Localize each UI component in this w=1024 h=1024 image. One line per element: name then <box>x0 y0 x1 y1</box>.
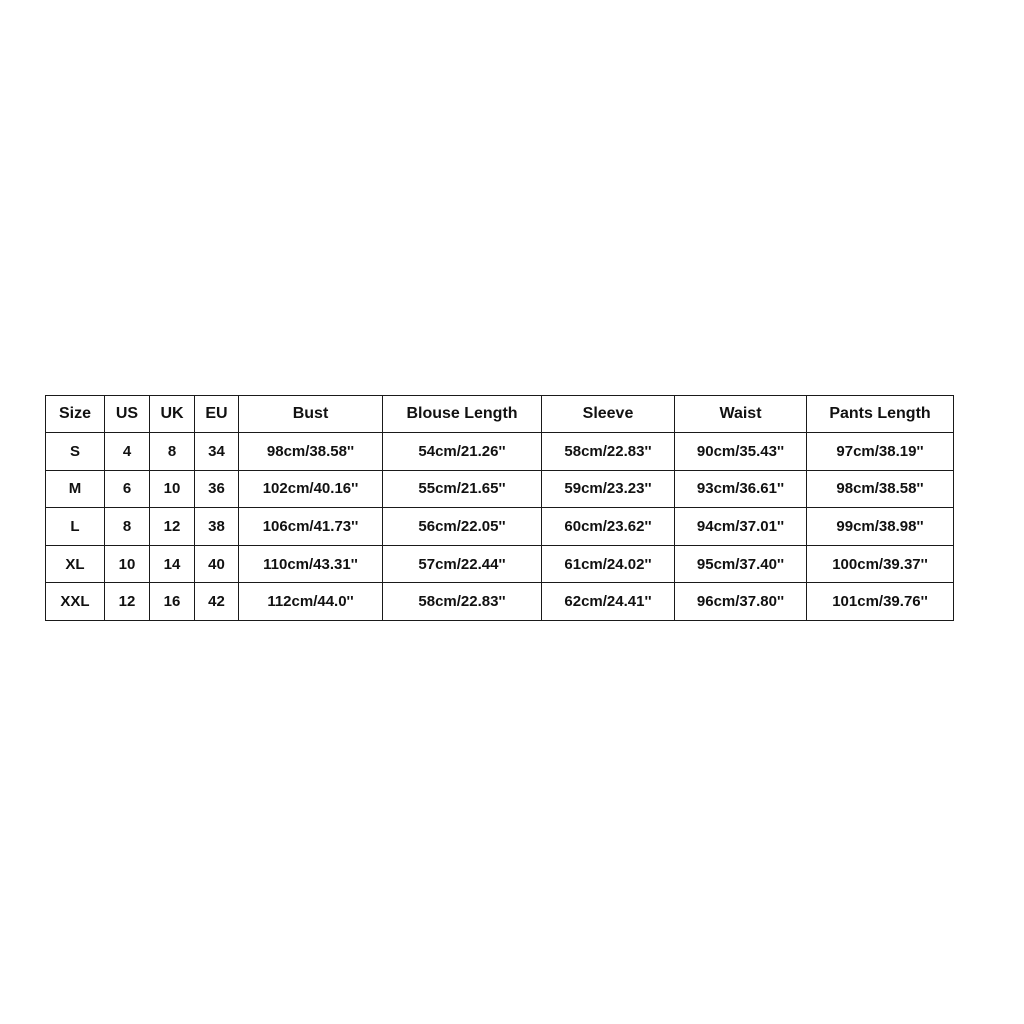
table-cell: 94cm/37.01'' <box>675 508 807 546</box>
table-cell: 40 <box>195 545 239 583</box>
table-row <box>46 508 954 546</box>
table-cell: 10 <box>105 545 150 583</box>
table-cell: 99cm/38.98'' <box>807 508 954 546</box>
table-cell: 93cm/36.61'' <box>675 470 807 508</box>
table-cell: 96cm/37.80'' <box>675 583 807 621</box>
table-cell: 62cm/24.41'' <box>542 583 675 621</box>
table-row <box>46 545 954 583</box>
table-row <box>46 470 954 508</box>
table-cell: 8 <box>150 433 195 471</box>
table-cell: 98cm/38.58'' <box>239 433 383 471</box>
table-cell: 106cm/41.73'' <box>239 508 383 546</box>
table-cell: 14 <box>150 545 195 583</box>
header-pants-length: Pants Length <box>807 396 954 433</box>
table-cell: 12 <box>150 508 195 546</box>
table-cell: 110cm/43.31'' <box>239 545 383 583</box>
table-cell: 38 <box>195 508 239 546</box>
table-cell: 12 <box>105 583 150 621</box>
table-cell: L <box>46 508 105 546</box>
table-cell: XXL <box>46 583 105 621</box>
table-cell: 97cm/38.19'' <box>807 433 954 471</box>
table-cell: 100cm/39.37'' <box>807 545 954 583</box>
table-cell: 6 <box>105 470 150 508</box>
table-cell: 57cm/22.44'' <box>383 545 542 583</box>
table-cell: 36 <box>195 470 239 508</box>
header-sleeve: Sleeve <box>542 396 675 433</box>
table-cell: 58cm/22.83'' <box>383 583 542 621</box>
header-waist: Waist <box>675 396 807 433</box>
header-bust: Bust <box>239 396 383 433</box>
table-cell: 101cm/39.76'' <box>807 583 954 621</box>
table-cell: 8 <box>105 508 150 546</box>
table-cell: XL <box>46 545 105 583</box>
table-cell: 98cm/38.58'' <box>807 470 954 508</box>
header-uk: UK <box>150 396 195 433</box>
header-size: Size <box>46 396 105 433</box>
table-cell: 42 <box>195 583 239 621</box>
table-cell: 56cm/22.05'' <box>383 508 542 546</box>
table-cell: 16 <box>150 583 195 621</box>
table-cell: 112cm/44.0'' <box>239 583 383 621</box>
table-cell: M <box>46 470 105 508</box>
header-eu: EU <box>195 396 239 433</box>
table-row <box>46 433 954 471</box>
header-us: US <box>105 396 150 433</box>
table-cell: 102cm/40.16'' <box>239 470 383 508</box>
table-header-row <box>46 396 954 433</box>
table-cell: 55cm/21.65'' <box>383 470 542 508</box>
header-blouse-length: Blouse Length <box>383 396 542 433</box>
table-cell: 4 <box>105 433 150 471</box>
table-cell: 10 <box>150 470 195 508</box>
table-cell: 59cm/23.23'' <box>542 470 675 508</box>
table-cell: 54cm/21.26'' <box>383 433 542 471</box>
table-cell: 58cm/22.83'' <box>542 433 675 471</box>
table-cell: 90cm/35.43'' <box>675 433 807 471</box>
table-row <box>46 583 954 621</box>
size-chart-table <box>45 395 954 621</box>
table-cell: 34 <box>195 433 239 471</box>
table-cell: S <box>46 433 105 471</box>
table-cell: 95cm/37.40'' <box>675 545 807 583</box>
table-cell: 60cm/23.62'' <box>542 508 675 546</box>
table-cell: 61cm/24.02'' <box>542 545 675 583</box>
